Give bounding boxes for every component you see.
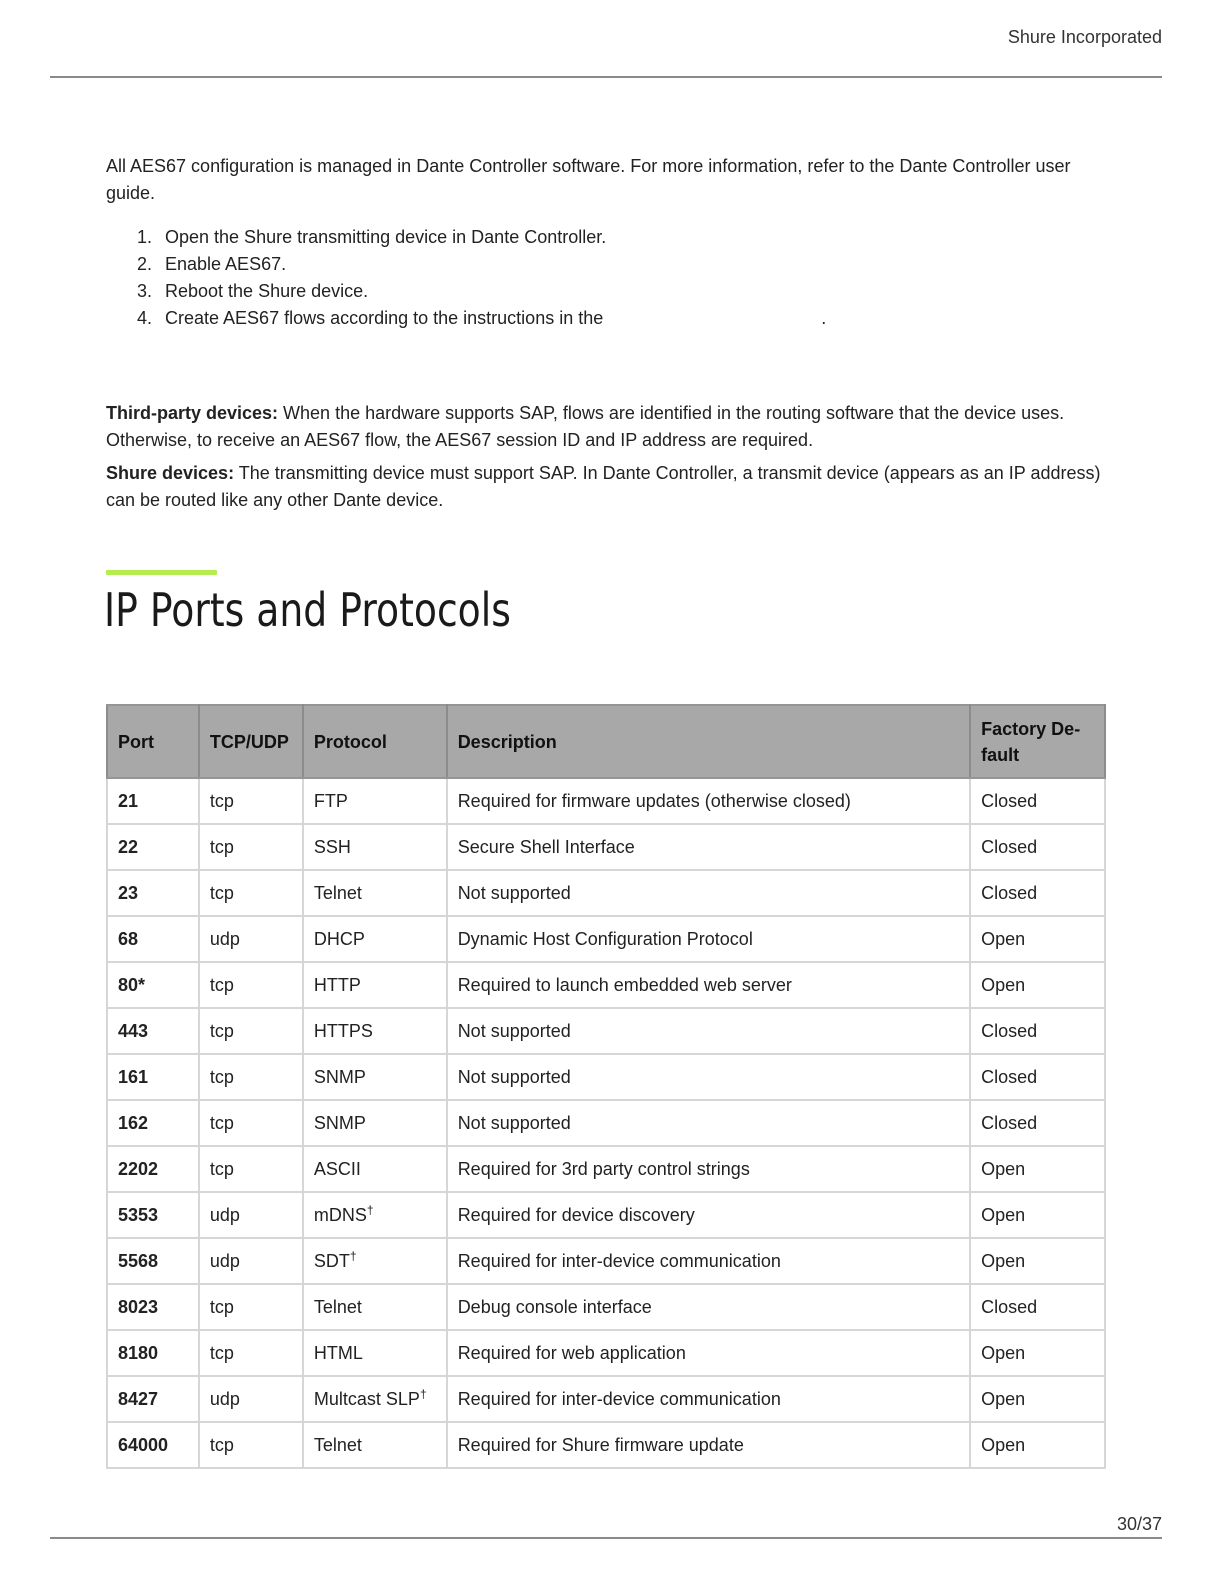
cell-factory-default-text: Open — [981, 1342, 1026, 1363]
cell-transport — [199, 1100, 303, 1146]
cell-factory-default — [970, 916, 1105, 962]
cell-factory-default — [970, 778, 1105, 824]
cell-protocol-text: HTTPS — [313, 1020, 373, 1041]
cell-protocol-text: SDT — [313, 1250, 350, 1271]
cell-factory-default-text: Closed — [981, 1066, 1038, 1087]
section-accent-bar — [106, 570, 217, 575]
cell-port-text: 22 — [118, 836, 139, 857]
cell-factory-default-text: Closed — [981, 1296, 1038, 1317]
table-row — [107, 824, 1105, 870]
cell-description — [447, 916, 970, 962]
cell-protocol-text: HTTP — [313, 974, 361, 995]
cell-transport-text: tcp — [209, 1434, 234, 1455]
cell-factory-default-text: Closed — [981, 836, 1038, 857]
cell-factory-default-text: Open — [981, 1204, 1026, 1225]
cell-transport — [199, 1146, 303, 1192]
table-row — [107, 1100, 1105, 1146]
cell-protocol-text: Telnet — [313, 1434, 362, 1455]
intro-paragraph: All AES67 configuration is managed in Dante Controller software. For more information, refer to the Dante Controller user guide. — [106, 156, 1071, 203]
cell-transport-text: tcp — [209, 1112, 234, 1133]
cell-factory-default — [970, 870, 1105, 916]
cell-protocol-text: SNMP — [313, 1066, 366, 1087]
cell-protocol — [303, 1054, 447, 1100]
step-number: 1. — [136, 227, 152, 247]
cell-port-text: 162 — [118, 1112, 149, 1133]
footnote-dagger: † — [419, 1386, 427, 1401]
cell-transport — [199, 1284, 303, 1330]
cell-description-text: Debug console interface — [457, 1296, 652, 1317]
cell-factory-default — [970, 1008, 1105, 1054]
cell-transport-text: tcp — [209, 1342, 234, 1363]
cell-port-text: 68 — [118, 928, 139, 949]
cell-port — [107, 1100, 199, 1146]
footnote-dagger: † — [366, 1202, 374, 1217]
table-row — [107, 870, 1105, 916]
cell-port-text: 443 — [118, 1020, 149, 1041]
cell-description — [447, 962, 970, 1008]
list-item — [106, 305, 826, 332]
cell-port — [107, 1008, 199, 1054]
cell-port-text: 8180 — [118, 1342, 159, 1363]
cell-description-text: Required for device discovery — [457, 1204, 695, 1225]
cell-transport-text: udp — [209, 1204, 240, 1225]
cell-transport-text: tcp — [209, 1066, 234, 1087]
cell-description-text: Required for inter-device communication — [457, 1388, 781, 1409]
step-text: Reboot the Shure device. — [165, 281, 369, 301]
cell-description — [447, 1284, 970, 1330]
cell-port — [107, 1054, 199, 1100]
list-item — [106, 251, 826, 278]
cell-factory-default — [970, 1238, 1105, 1284]
cell-protocol-text: SNMP — [313, 1112, 366, 1133]
cell-factory-default-text: Open — [981, 974, 1026, 995]
cell-protocol — [303, 1284, 447, 1330]
cell-port-text: 5568 — [118, 1250, 159, 1271]
cell-factory-default-text: Open — [981, 1388, 1026, 1409]
cell-description — [447, 1008, 970, 1054]
cell-transport-text: tcp — [209, 1020, 234, 1041]
cell-protocol — [303, 1330, 447, 1376]
note-text: The transmitting device must support SAP. In Dante Controller, a transmit device (appears as an IP address) can be routed like any other Dante device. — [106, 463, 1101, 510]
header-protocol: Protocol — [303, 705, 447, 778]
cell-description — [447, 778, 970, 824]
cell-factory-default-text: Open — [981, 1158, 1026, 1179]
cell-factory-default-text: Open — [981, 928, 1026, 949]
cell-port — [107, 1146, 199, 1192]
page-number: 30/37 — [1116, 1514, 1162, 1534]
cell-description — [447, 1146, 970, 1192]
table-row — [107, 1422, 1105, 1468]
section-title: IP Ports and Protocols — [104, 583, 511, 637]
cell-protocol-text: ASCII — [313, 1158, 361, 1179]
cell-protocol — [303, 1238, 447, 1284]
table-row — [107, 1376, 1105, 1422]
table-row — [107, 916, 1105, 962]
cell-port — [107, 962, 199, 1008]
footnote-dagger: † — [349, 1248, 357, 1263]
cell-description — [447, 1192, 970, 1238]
cell-description — [447, 1422, 970, 1468]
cell-port — [107, 1192, 199, 1238]
cell-transport-text: tcp — [209, 882, 234, 903]
cell-description-text: Required for 3rd party control strings — [457, 1158, 750, 1179]
step-number: 4. — [136, 308, 152, 328]
cell-transport — [199, 1192, 303, 1238]
cell-transport — [199, 1238, 303, 1284]
cell-port — [107, 1330, 199, 1376]
cell-protocol — [303, 1146, 447, 1192]
note-text: When the hardware supports SAP, flows are identified in the routing software that the device uses. Otherwise, to receive an AES67 flow, the AES67 session ID and IP address are required. — [106, 403, 1065, 450]
cell-port — [107, 1284, 199, 1330]
cell-description — [447, 824, 970, 870]
cell-protocol — [303, 870, 447, 916]
table-row — [107, 1284, 1105, 1330]
footer-divider — [50, 1537, 1162, 1539]
note-label: Shure devices: — [106, 463, 235, 483]
cell-port — [107, 870, 199, 916]
cell-factory-default — [970, 962, 1105, 1008]
cell-description-text: Not supported — [457, 1020, 571, 1041]
cell-transport — [199, 1422, 303, 1468]
cell-factory-default — [970, 1146, 1105, 1192]
table-row — [107, 1330, 1105, 1376]
cell-port-text: 8023 — [118, 1296, 159, 1317]
header-description: Description — [447, 705, 970, 778]
cell-transport-text: udp — [209, 1250, 240, 1271]
cell-port-text: 21 — [118, 790, 139, 811]
cell-factory-default-text: Closed — [981, 790, 1038, 811]
cell-protocol — [303, 916, 447, 962]
cell-description-text: Required for Shure firmware update — [457, 1434, 744, 1455]
cell-factory-default-text: Closed — [981, 1112, 1038, 1133]
cell-protocol-text: FTP — [313, 790, 348, 811]
note-shure-devices — [106, 460, 1106, 514]
cell-port-text: 161 — [118, 1066, 149, 1087]
cell-description-text: Required to launch embedded web server — [457, 974, 792, 995]
header-port: Port — [107, 705, 199, 778]
list-item — [106, 278, 826, 305]
cell-transport — [199, 916, 303, 962]
cell-protocol — [303, 1376, 447, 1422]
cell-transport-text: tcp — [209, 790, 234, 811]
cell-factory-default — [970, 1100, 1105, 1146]
cell-port-text: 64000 — [118, 1434, 169, 1455]
header-transport: TCP/UDP — [199, 705, 303, 778]
cell-transport-text: udp — [209, 928, 240, 949]
cell-description — [447, 1238, 970, 1284]
cell-factory-default-text: Open — [981, 1250, 1026, 1271]
cell-factory-default — [970, 1330, 1105, 1376]
cell-transport — [199, 962, 303, 1008]
cell-transport-text: udp — [209, 1388, 240, 1409]
cell-factory-default-text: Closed — [981, 882, 1038, 903]
table-row — [107, 962, 1105, 1008]
cell-description-text: Required for web application — [457, 1342, 686, 1363]
step-text: Create AES67 flows according to the instructions in the — [165, 308, 604, 328]
cell-transport — [199, 1054, 303, 1100]
cell-protocol-text: Telnet — [313, 1296, 362, 1317]
cell-protocol — [303, 1192, 447, 1238]
cell-description-text: Dynamic Host Configuration Protocol — [457, 928, 753, 949]
cell-description — [447, 1054, 970, 1100]
header-divider — [50, 76, 1162, 78]
cell-port — [107, 916, 199, 962]
cell-protocol-text: SSH — [313, 836, 351, 857]
cell-factory-default — [970, 1422, 1105, 1468]
cell-transport-text: tcp — [209, 974, 234, 995]
cell-port-text: 80* — [118, 974, 146, 995]
cell-factory-default — [970, 1284, 1105, 1330]
cell-protocol — [303, 962, 447, 1008]
ports-table-body — [107, 778, 1105, 1468]
missing-link-gap — [603, 305, 821, 332]
cell-protocol — [303, 1422, 447, 1468]
cell-protocol — [303, 778, 447, 824]
table-header-row — [107, 705, 1105, 778]
cell-description-text: Required for firmware updates (otherwise closed) — [457, 790, 851, 811]
cell-protocol-text: Multcast SLP — [313, 1388, 420, 1409]
cell-port — [107, 1422, 199, 1468]
step-suffix: . — [821, 308, 827, 328]
cell-description-text: Not supported — [457, 1112, 571, 1133]
cell-factory-default-text: Open — [981, 1434, 1026, 1455]
cell-description-text: Not supported — [457, 1066, 571, 1087]
cell-port — [107, 1238, 199, 1284]
ports-table — [106, 704, 1106, 1469]
cell-description — [447, 1376, 970, 1422]
cell-protocol-text: Telnet — [313, 882, 362, 903]
cell-description — [447, 1100, 970, 1146]
header-company-name: Shure Incorporated — [1007, 27, 1162, 47]
cell-factory-default — [970, 824, 1105, 870]
cell-protocol-text: HTML — [313, 1342, 363, 1363]
cell-transport — [199, 778, 303, 824]
table-row — [107, 778, 1105, 824]
cell-port-text: 8427 — [118, 1388, 159, 1409]
cell-factory-default-text: Closed — [981, 1020, 1038, 1041]
cell-protocol-text: mDNS — [313, 1204, 367, 1225]
cell-protocol — [303, 824, 447, 870]
cell-port-text: 2202 — [118, 1158, 159, 1179]
cell-port-text: 23 — [118, 882, 139, 903]
table-row — [107, 1008, 1105, 1054]
cell-transport-text: tcp — [209, 1158, 234, 1179]
cell-description-text: Secure Shell Interface — [457, 836, 635, 857]
step-number: 2. — [136, 254, 152, 274]
table-row — [107, 1238, 1105, 1284]
header-factory-default: Factory De-fault — [970, 705, 1105, 778]
cell-transport-text: tcp — [209, 836, 234, 857]
note-label: Third-party devices: — [106, 403, 279, 423]
cell-description — [447, 1330, 970, 1376]
cell-factory-default — [970, 1054, 1105, 1100]
cell-transport — [199, 824, 303, 870]
cell-transport — [199, 870, 303, 916]
cell-transport — [199, 1330, 303, 1376]
table-row — [107, 1192, 1105, 1238]
cell-transport — [199, 1008, 303, 1054]
step-text: Open the Shure transmitting device in Dante Controller. — [165, 227, 607, 247]
cell-protocol-text: DHCP — [313, 928, 365, 949]
cell-port — [107, 778, 199, 824]
cell-transport-text: tcp — [209, 1296, 234, 1317]
note-third-party — [106, 400, 1106, 454]
table-row — [107, 1146, 1105, 1192]
cell-protocol — [303, 1008, 447, 1054]
steps-list — [106, 224, 826, 332]
cell-transport — [199, 1376, 303, 1422]
cell-protocol — [303, 1100, 447, 1146]
cell-description-text: Not supported — [457, 882, 571, 903]
cell-port — [107, 1376, 199, 1422]
cell-port — [107, 824, 199, 870]
table-row — [107, 1054, 1105, 1100]
cell-description-text: Required for inter-device communication — [457, 1250, 781, 1271]
cell-port-text: 5353 — [118, 1204, 159, 1225]
cell-factory-default — [970, 1192, 1105, 1238]
step-number: 3. — [136, 281, 152, 301]
cell-factory-default — [970, 1376, 1105, 1422]
cell-description — [447, 870, 970, 916]
step-text: Enable AES67. — [165, 254, 287, 274]
list-item — [106, 224, 826, 251]
